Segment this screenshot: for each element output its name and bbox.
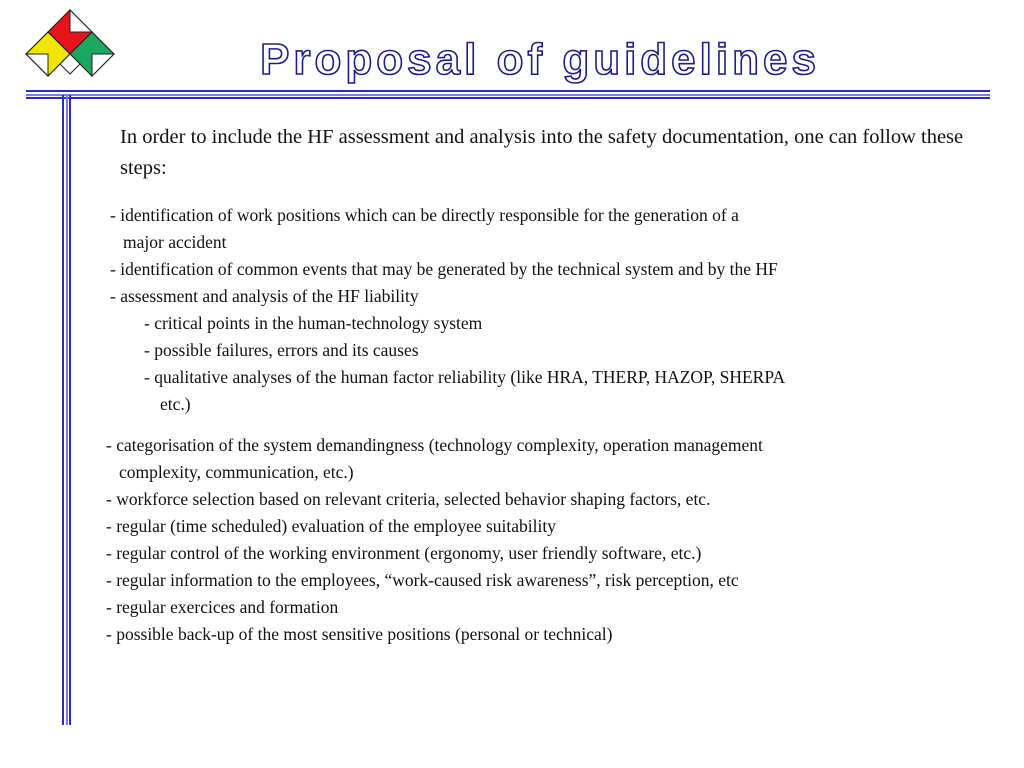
sub-list-item: - possible failures, errors and its causes <box>144 340 419 360</box>
logo-diamond-icon <box>22 8 118 80</box>
list-item-continuation: etc.) <box>160 394 191 414</box>
list-item: - regular information to the employees, “work-caused risk awareness”, risk perception, etc <box>106 570 739 590</box>
list-item-text: - categorisation of the system demandingness (technology complexity, operation management <box>106 435 763 455</box>
list-item: - assessment and analysis of the HF liability <box>110 286 419 306</box>
list-item: - workforce selection based on relevant criteria, selected behavior shaping factors, etc. <box>106 489 711 509</box>
intro-text: In order to include the HF assessment and analysis into the safety documentation, one can follow these steps: <box>120 126 964 179</box>
header-rule <box>26 90 990 99</box>
list-item <box>106 432 1006 486</box>
sub-list-item: - critical points in the human-technology system <box>144 313 483 333</box>
steps-list-1 <box>110 202 1010 418</box>
list-item-text: - identification of work positions which can be directly responsible for the generation of a <box>110 205 739 225</box>
list-item <box>110 202 1010 256</box>
list-item-continuation: complexity, communication, etc.) <box>119 462 354 482</box>
list-item-continuation: major accident <box>123 232 227 252</box>
sub-list-item <box>110 364 1010 418</box>
list-item: - identification of common events that may be generated by the technical system and by the HF <box>110 259 778 279</box>
list-item: - possible back-up of the most sensitive positions (personal or technical) <box>106 624 613 644</box>
list-item: - regular exercices and formation <box>106 597 339 617</box>
list-item-text: - qualitative analyses of the human factor reliability (like HRA, THERP, HAZOP, SHERPA <box>144 367 786 387</box>
steps-list-2 <box>106 432 1006 648</box>
list-item: - regular control of the working environment (ergonomy, user friendly software, etc.) <box>106 543 702 563</box>
page-title <box>200 30 880 90</box>
side-rule <box>62 95 71 725</box>
svg-text:Proposal of guidelines: Proposal of guidelines <box>260 35 820 84</box>
list-item: - regular (time scheduled) evaluation of the employee suitability <box>106 516 556 536</box>
